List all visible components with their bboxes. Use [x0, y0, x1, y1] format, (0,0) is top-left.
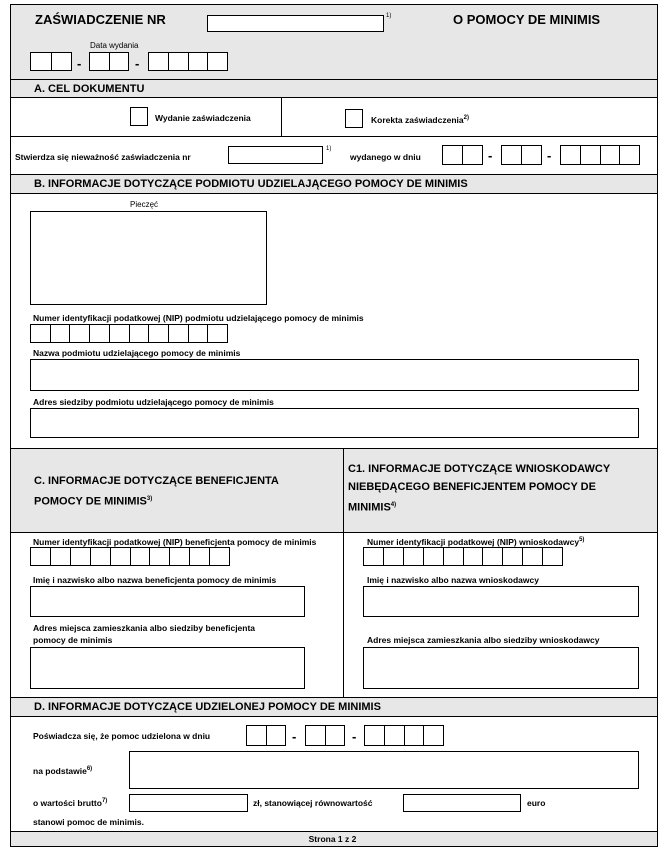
invalidation-label: Stwierdza się nieważność zaświadczenia nr	[15, 152, 191, 162]
divider	[10, 697, 658, 698]
invalidated-number-field[interactable]	[228, 146, 323, 164]
issued-on-label: wydanego w dniu	[350, 152, 421, 162]
issue-checkbox[interactable]	[130, 107, 148, 126]
date-separator: -	[488, 148, 493, 163]
provider-nip-field[interactable]	[30, 324, 228, 343]
applicant-nip-label: Numer identyfikacji podatkowej (NIP) wnioskodawcy$^{5)}$	[367, 537, 585, 547]
invalid-month-field[interactable]	[501, 145, 542, 165]
issue-month-field[interactable]	[89, 52, 129, 71]
section-b-title: B. INFORMACJE DOTYCZĄCE PODMIOTU UDZIELAJĄCEGO POMOCY DE MINIMIS	[34, 178, 468, 190]
divider	[10, 79, 658, 80]
beneficiary-address-label: Adres miejsca zamieszkania albo siedziby beneficjenta pomocy de minimis	[33, 623, 256, 645]
beneficiary-nip-label: Numer identyfikacji podatkowej (NIP) beneficjenta pomocy de minimis	[33, 537, 317, 547]
provider-address-label: Adres siedziby podmiotu udzielającego pomocy de minimis	[33, 397, 274, 407]
constitutes-label: stanowi pomoc de minimis.	[33, 817, 144, 827]
section-c1-title: C1. INFORMACJE DOTYCZĄCE WNIOSKODAWCY NIEBĘDĄCEGO BENEFICJENTEM POMOCY DE MINIMIS$^{4)}$	[348, 463, 611, 514]
stamp-area[interactable]	[30, 211, 267, 305]
certificate-number-field[interactable]	[207, 15, 384, 32]
date-separator: -	[135, 56, 140, 71]
column-divider	[343, 448, 344, 697]
divider	[10, 448, 658, 449]
equivalent-label: zł, stanowiącej równowartość	[253, 798, 373, 808]
divider	[10, 716, 658, 717]
applicant-address-field[interactable]	[363, 647, 639, 689]
beneficiary-name-field[interactable]	[30, 586, 305, 617]
date-separator: -	[77, 56, 82, 71]
gross-value-label: o wartości brutto$^{7)}$	[33, 798, 108, 808]
issue-year-field[interactable]	[148, 52, 228, 71]
applicant-address-label: Adres miejsca zamieszkania albo siedziby wnioskodawcy	[367, 635, 600, 645]
footnote-ref: 1)	[386, 13, 392, 19]
applicant-name-field[interactable]	[363, 586, 639, 617]
divider	[10, 532, 658, 533]
beneficiary-address-field[interactable]	[30, 647, 305, 689]
divider	[10, 831, 658, 832]
correction-checkbox[interactable]	[345, 109, 363, 128]
section-a-row-divider	[10, 136, 658, 137]
certificate-title: ZAŚWIADCZENIE NR	[35, 12, 166, 27]
issue-date-label: Data wydania	[90, 41, 139, 50]
section-c-title: C. INFORMACJE DOTYCZĄCE BENEFICJENTA POMOCY DE MINIMIS$^{3)}$	[34, 475, 279, 508]
divider	[10, 174, 658, 175]
provider-nip-label: Numer identyfikacji podatkowej (NIP) podmiotu udzielającego pomocy de minimis	[33, 313, 364, 323]
section-a-title: A. CEL DOKUMENTU	[34, 83, 145, 95]
divider	[10, 193, 658, 194]
provider-name-label: Nazwa podmiotu udzielającego pomocy de minimis	[33, 348, 241, 358]
grant-month-field[interactable]	[305, 725, 345, 746]
euro-value-field[interactable]	[403, 794, 521, 812]
beneficiary-nip-field[interactable]	[30, 547, 230, 566]
divider	[10, 97, 658, 98]
legal-basis-label: na podstawie$^{6)}$	[33, 766, 93, 776]
stamp-label: Pieczęć	[130, 200, 159, 209]
beneficiary-name-label: Imię i nazwisko albo nazwa beneficjenta pomocy de minimis	[33, 575, 277, 585]
footnote-ref: 1)	[326, 146, 332, 152]
issue-day-field[interactable]	[30, 52, 72, 71]
legal-basis-field[interactable]	[129, 751, 639, 789]
provider-address-field[interactable]	[30, 408, 639, 438]
grant-day-field[interactable]	[246, 725, 286, 746]
applicant-name-label: Imię i nazwisko albo nazwa wnioskodawcy	[367, 575, 539, 585]
section-a-divider	[281, 98, 282, 136]
grant-year-field[interactable]	[364, 725, 444, 746]
euro-label: euro	[527, 798, 546, 808]
invalid-day-field[interactable]	[442, 145, 483, 165]
applicant-nip-field[interactable]	[363, 547, 563, 566]
correction-checkbox-label: Korekta zaświadczenia$^{2)}$	[371, 115, 469, 125]
gross-value-field[interactable]	[129, 794, 248, 812]
date-separator: -	[352, 729, 357, 744]
invalid-year-field[interactable]	[560, 145, 640, 165]
date-separator: -	[547, 148, 552, 163]
certificate-subtitle: O POMOCY DE MINIMIS	[453, 12, 601, 27]
page-number: Strona 1 z 2	[308, 834, 357, 844]
issue-checkbox-label: Wydanie zaświadczenia	[155, 113, 251, 123]
provider-name-field[interactable]	[30, 359, 639, 391]
section-d-title: D. INFORMACJE DOTYCZĄCE UDZIELONEJ POMOCY DE MINIMIS	[34, 701, 381, 713]
date-separator: -	[292, 729, 297, 744]
grant-date-label: Poświadcza się, że pomoc udzielona w dniu	[33, 731, 211, 741]
